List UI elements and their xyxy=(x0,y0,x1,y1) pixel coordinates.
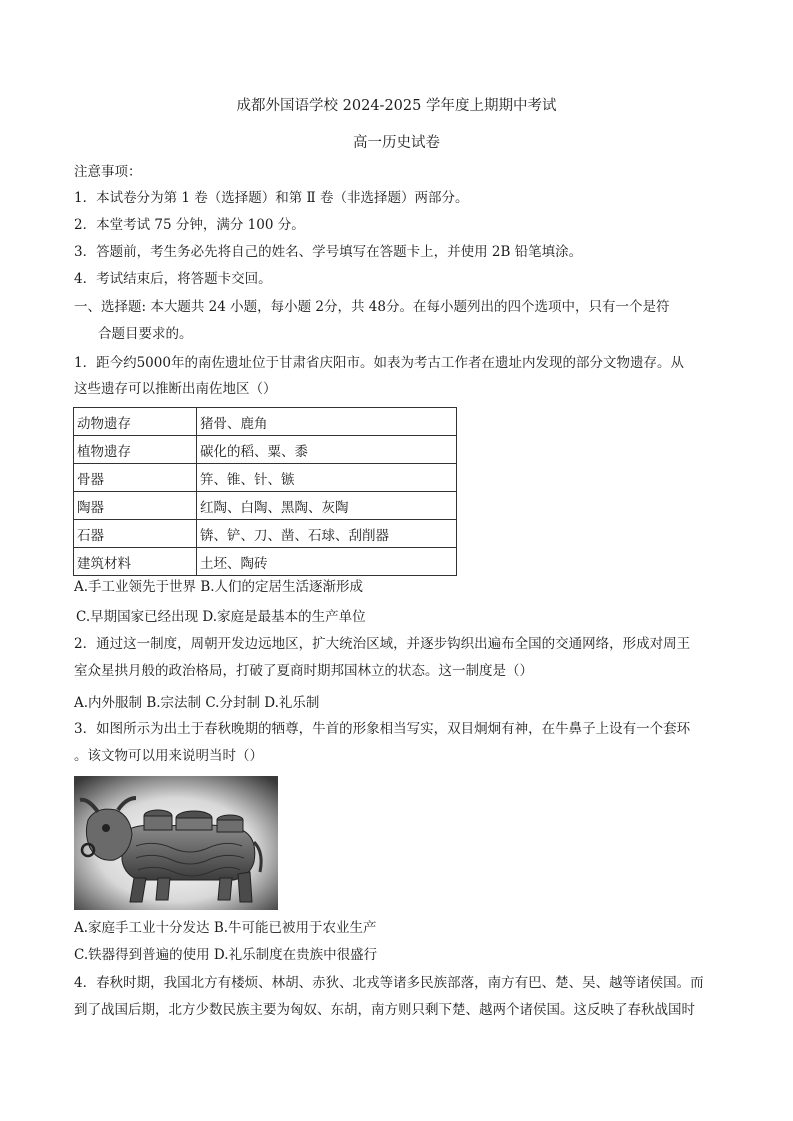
table-cell-items: 碳化的稻、粟、黍 xyxy=(197,436,457,464)
table-cell-category: 石器 xyxy=(74,520,197,548)
q3-stem: 3．如图所示为出土于春秋晚期的牺尊，牛首的形象相当写实，双目炯炯有神，在牛鼻子上设有一个套环 xyxy=(74,721,691,737)
table-cell-category: 骨器 xyxy=(74,464,197,492)
notice-item: 3．答题前，考生务必先将自己的姓名、学号填写在答题卡上，并使用 2B 铅笔填涂。 xyxy=(74,244,583,260)
q1-options-cont: C.早期国家已经出现 D.家庭是最基本的生产单位 xyxy=(76,609,366,625)
q3-options-cont: C.铁器得到普遍的使用 D.礼乐制度在贵族中很盛行 xyxy=(74,947,378,963)
q3-stem-cont: 。该文物可以用来说明当时（） xyxy=(74,748,263,764)
notice-item: 1．本试卷分为第 1 卷（选择题）和第 Ⅱ 卷（非选择题）两部分。 xyxy=(74,190,469,206)
q2-stem-cont: 室众星拱月般的政治格局，打破了夏商时期邦国林立的状态。这一制度是（） xyxy=(74,663,533,679)
q4-stem-cont: 到了战国后期，北方少数民族主要为匈奴、东胡，南方则只剩下楚、越两个诸侯国。这反映了春秋战国时 xyxy=(74,1002,695,1018)
q1-options: A.手工业领先于世界 B.人们的定居生活逐渐形成 xyxy=(74,579,364,595)
table-cell-category: 动物遗存 xyxy=(74,408,197,436)
table-cell-items: 锛、铲、刀、凿、石球、刮削器 xyxy=(197,520,457,548)
table-cell-category: 陶器 xyxy=(74,492,197,520)
table-row xyxy=(74,548,457,576)
q2-stem: 2．通过这一制度，周朝开发边远地区，扩大统治区域，并逐步钩织出遍布全国的交通网络，形成对周王 xyxy=(74,636,691,652)
table-row xyxy=(74,520,457,548)
notice-item: 2．本堂考试 75 分钟，满分 100 分。 xyxy=(74,217,305,233)
table-cell-items: 猪骨、鹿角 xyxy=(197,408,457,436)
artifact-table xyxy=(73,407,457,576)
table-row xyxy=(74,408,457,436)
section-heading-cont: 合题目要求的。 xyxy=(98,326,193,342)
q3-options: A.家庭手工业十分发达 B.牛可能已被用于农业生产 xyxy=(74,920,377,936)
table-row xyxy=(74,492,457,520)
notice-item: 4．考试结束后，将答题卡交回。 xyxy=(74,271,272,287)
table-cell-category: 建筑材料 xyxy=(74,548,197,576)
q1-stem-cont: 这些遗存可以推断出南佐地区（） xyxy=(74,381,277,397)
table-cell-category: 植物遗存 xyxy=(74,436,197,464)
table-cell-items: 红陶、白陶、黑陶、灰陶 xyxy=(197,492,457,520)
table-cell-items: 笄、锥、针、镞 xyxy=(197,464,457,492)
table-row xyxy=(74,436,457,464)
exam-title: 成都外国语学校 2024-2025 学年度上期期中考试 xyxy=(236,98,557,114)
q2-options: A.内外服制 B.宗法制 C.分封制 D.礼乐制 xyxy=(74,695,320,711)
section-heading: 一、选择题: 本大题共 24 小题，每小题 2分，共 48分。在每小题列出的四个选项中，只有一个是符 xyxy=(74,299,670,315)
table-cell-items: 土坯、陶砖 xyxy=(197,548,457,576)
q4-stem: 4．春秋时期，我国北方有楼烦、林胡、赤狄、北戎等诸多民族部落，南方有巴、楚、吴、越等诸侯国。而 xyxy=(74,975,704,991)
q1-stem: 1．距今约5000年的南佐遗址位于甘肃省庆阳市。如表为考古工作者在遗址内发现的部分文物遗存。从 xyxy=(74,355,684,371)
notice-heading: 注意事项： xyxy=(74,164,142,180)
table-row xyxy=(74,464,457,492)
exam-subtitle: 高一历史试卷 xyxy=(353,135,440,151)
bronze-ox-vessel-photo-icon xyxy=(74,776,278,910)
